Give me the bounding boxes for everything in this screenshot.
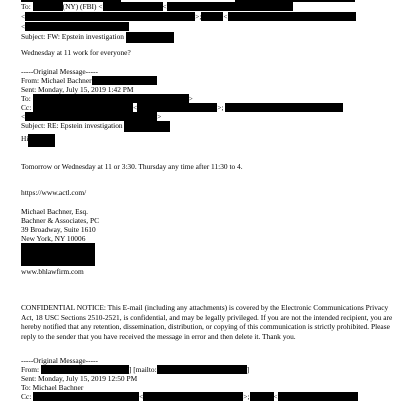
to-label: To: bbox=[21, 94, 31, 103]
redaction-block bbox=[33, 94, 189, 103]
redaction-block bbox=[25, 12, 195, 21]
to-label: To: Michael Bachner bbox=[21, 383, 84, 392]
header-subject-line bbox=[21, 32, 174, 43]
redaction-block bbox=[33, 2, 63, 11]
cc-label: Cc: bbox=[21, 103, 32, 112]
redaction-block bbox=[167, 2, 293, 11]
signature-city: New York, NY 10006 bbox=[21, 234, 86, 243]
original-subject-line bbox=[21, 121, 170, 132]
separator: >; bbox=[217, 103, 224, 112]
separator: < bbox=[162, 2, 167, 11]
redaction-block bbox=[103, 2, 163, 11]
separator: < bbox=[21, 12, 26, 21]
original-message-divider: -----Original Message----- bbox=[21, 67, 98, 76]
redaction-block bbox=[33, 103, 133, 112]
header-to-line bbox=[21, 2, 293, 12]
confidential-notice: CONFIDENTIAL NOTICE: This E-mail (including any attachments) is covered by the Electronic Communications Privacy Act, 18 USC Sections 2510-2521, is confidential, and may be legally privileged. If you are not the intended recipient, you are hereby notified that any retention, dissemination, distribution, or copying of this communication is strictly prohibited. Please reply to the sender that you have received the message in error and then delete it. Thank you. bbox=[21, 303, 393, 341]
separator: >; bbox=[195, 12, 202, 21]
separator: < bbox=[273, 392, 278, 401]
mailto-label: ] [mailto: bbox=[128, 365, 157, 374]
separator: < bbox=[21, 112, 26, 121]
redaction-block bbox=[41, 365, 129, 374]
signature-firm: Bachner & Associates, PC bbox=[21, 216, 100, 225]
redaction-block bbox=[25, 22, 129, 31]
separator: > bbox=[157, 112, 162, 121]
redaction-block bbox=[25, 112, 157, 121]
cc-label: Cc: bbox=[21, 392, 32, 401]
separator: >; bbox=[243, 392, 250, 401]
redaction-block bbox=[228, 12, 356, 21]
from-label: From: bbox=[21, 365, 40, 374]
subject-label: Subject: bbox=[21, 32, 46, 41]
actl-link[interactable]: https://www.actl.com/ bbox=[21, 188, 87, 197]
separator: > bbox=[188, 94, 193, 103]
from-label: From: bbox=[21, 76, 40, 85]
redaction-block bbox=[225, 103, 343, 112]
redaction-block bbox=[201, 12, 223, 21]
header-cc-line-2 bbox=[21, 22, 129, 32]
original-message-divider-2: -----Original Message----- bbox=[21, 356, 98, 365]
reply-text: Tomorrow or Wednesday at 11 or 3:30. Thursday any time after 11:30 to 4. bbox=[21, 162, 243, 171]
header-cc-line bbox=[21, 12, 356, 22]
original2-cc-line bbox=[21, 392, 358, 402]
redaction-block bbox=[157, 365, 250, 374]
signature-name: Michael Bachner, Esq. bbox=[21, 207, 89, 216]
separator: < bbox=[223, 12, 228, 21]
to-prefix: To: bbox=[21, 2, 31, 11]
greeting: Hi bbox=[21, 134, 29, 143]
redaction-block bbox=[28, 134, 55, 147]
to-name: (NY) (FBI) < bbox=[62, 2, 103, 11]
separator: < bbox=[21, 22, 26, 31]
redaction-block bbox=[126, 32, 174, 43]
greeting-line bbox=[21, 134, 55, 147]
body-line: Wednesday at 11 work for everyone? bbox=[21, 48, 131, 57]
redaction-block bbox=[92, 76, 157, 85]
signature-street: 39 Broadway, Suite 1610 bbox=[21, 225, 96, 234]
redaction-block bbox=[137, 103, 217, 112]
from-name: Michael Bachner bbox=[40, 76, 92, 85]
subject-text: FW: Epstein investigation bbox=[47, 32, 125, 41]
original2-sent-line: Sent: Monday, July 15, 2019 12:50 PM bbox=[21, 374, 138, 383]
separator: < bbox=[133, 103, 138, 112]
separator: ] bbox=[246, 365, 250, 374]
redaction-block bbox=[124, 121, 170, 132]
firm-link[interactable]: www.bhlawfirm.com bbox=[21, 267, 84, 276]
subject-text: Subject: RE: Epstein investigation bbox=[21, 121, 123, 130]
original-sent-line: Sent: Monday, July 15, 2019 1:42 PM bbox=[21, 85, 134, 94]
separator: < bbox=[139, 392, 144, 401]
redaction-signature-block bbox=[21, 243, 95, 266]
